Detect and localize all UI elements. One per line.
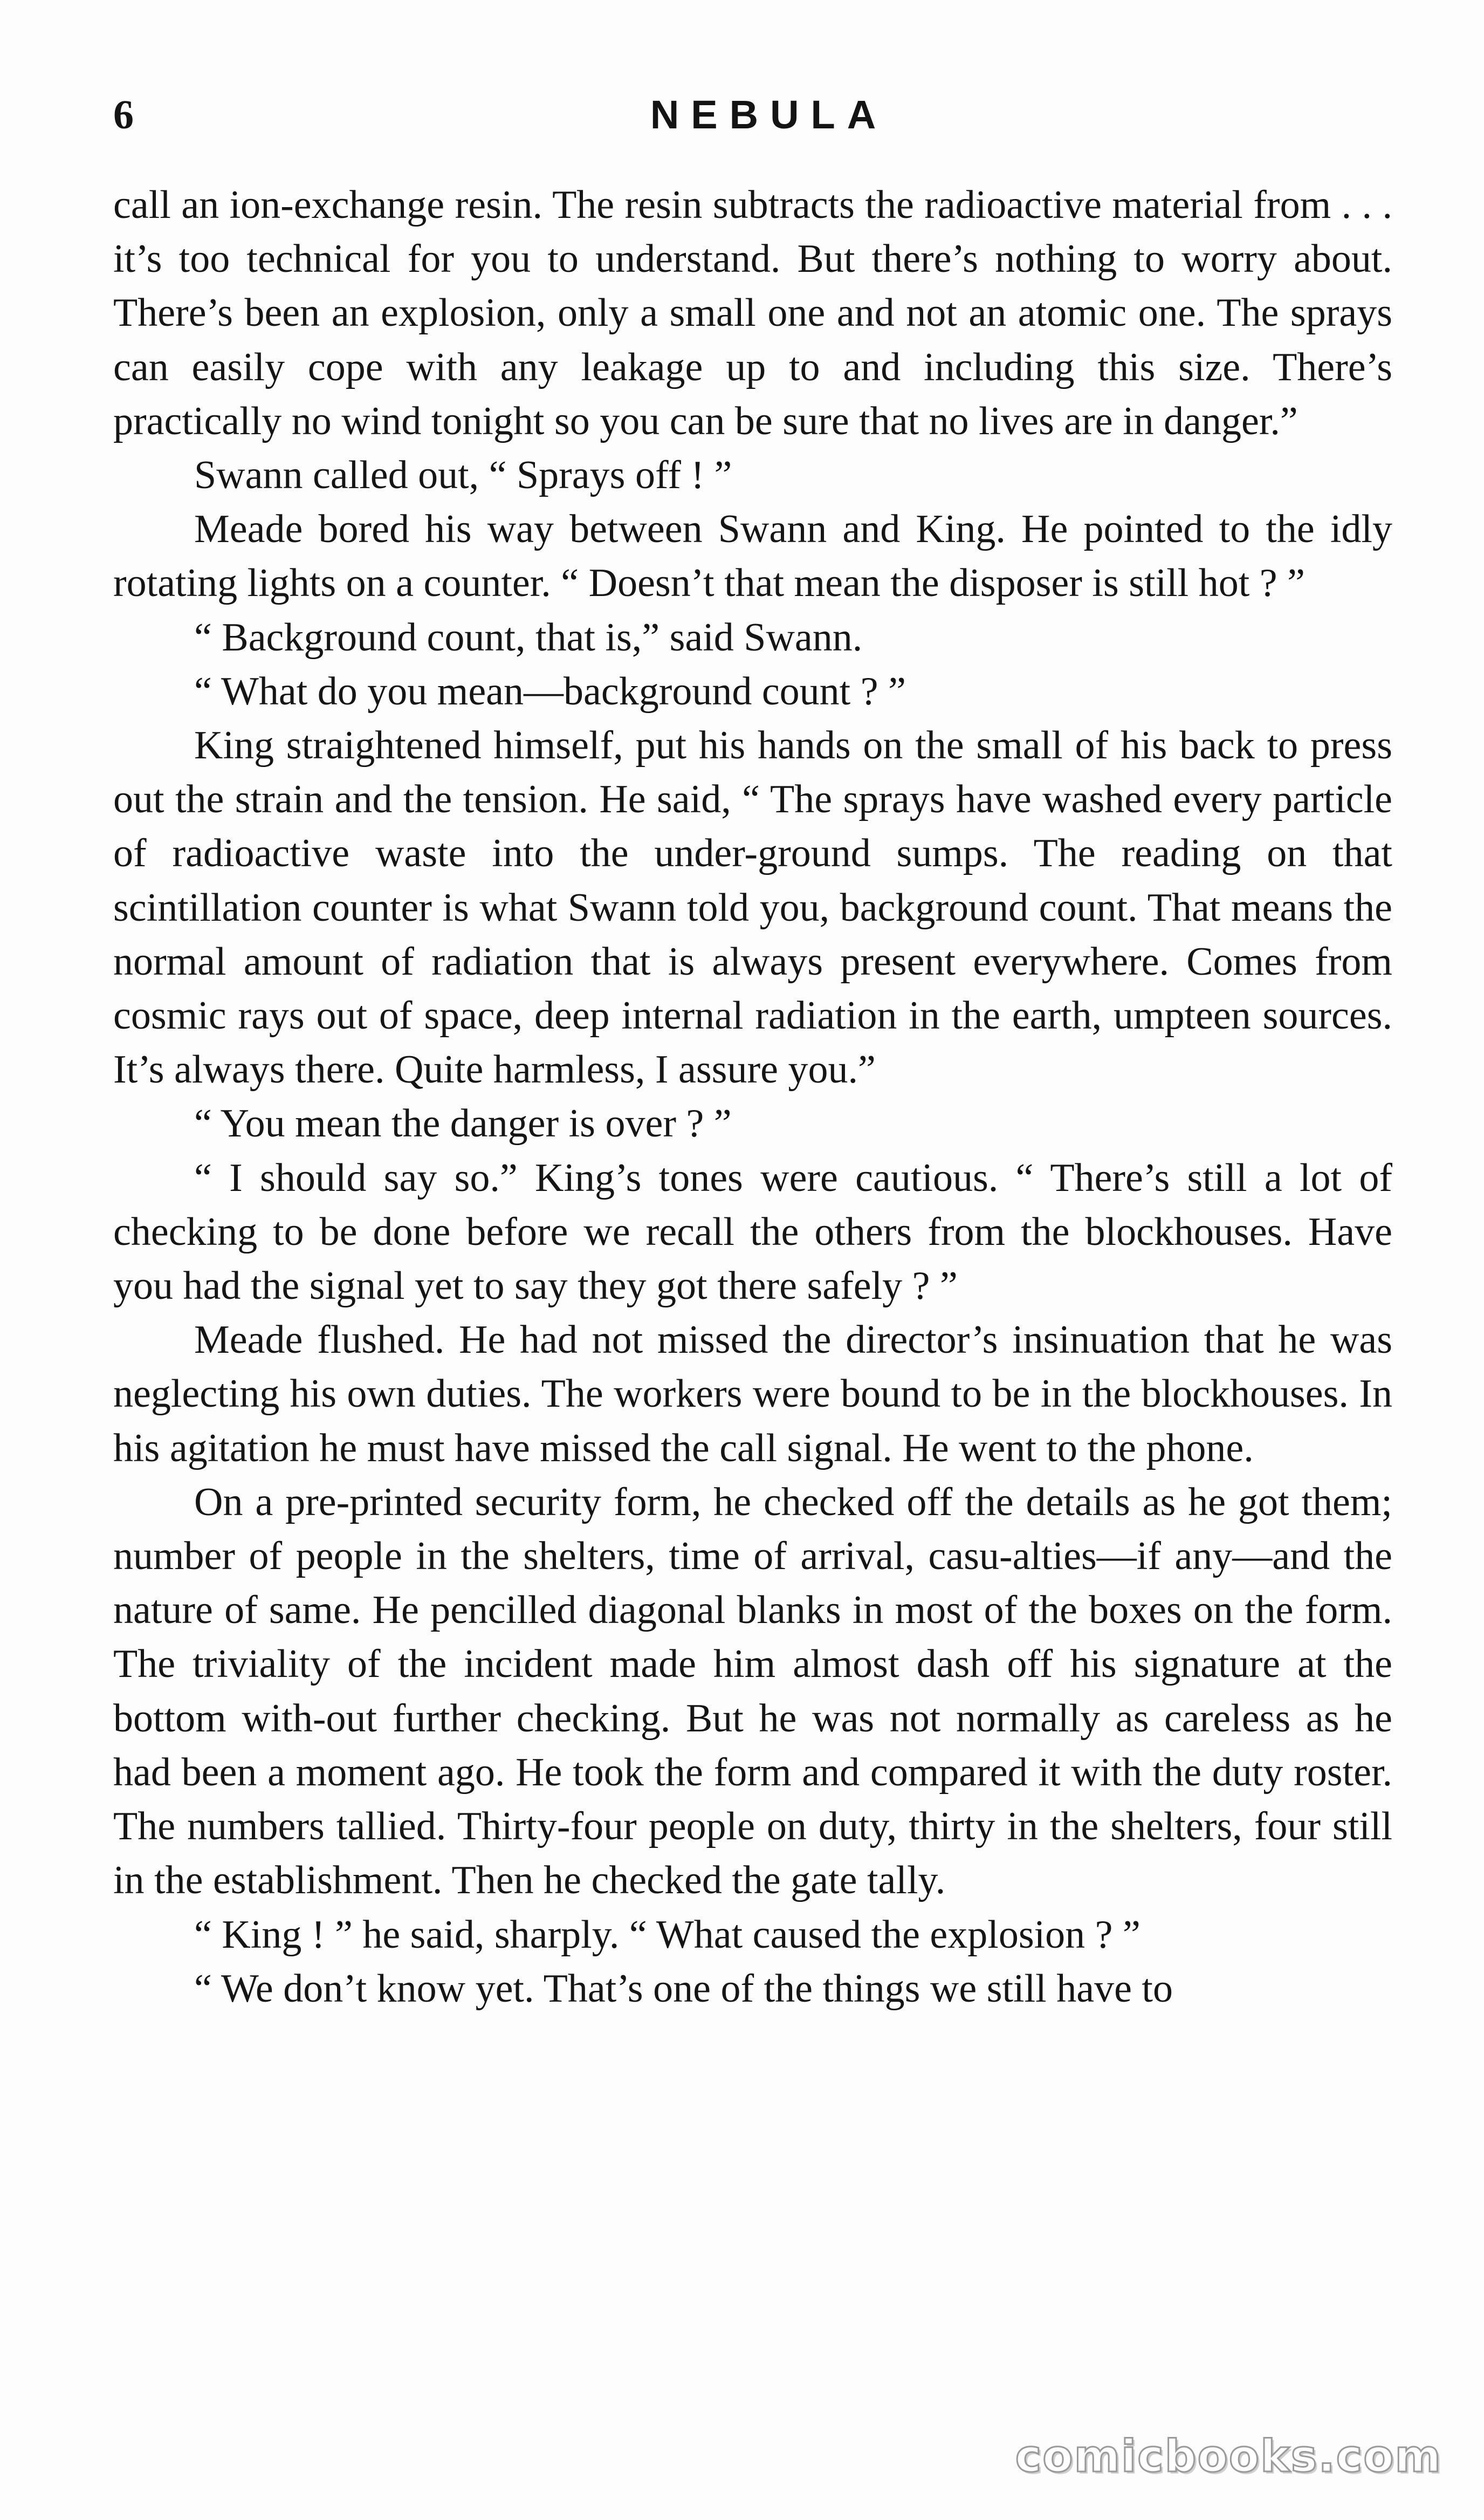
paragraph: Meade bored his way between Swann and King. He pointed to the idly rotating lights on a counter. “ Doesn’t that mean the disposer is still hot ? ” (113, 507, 1392, 606)
journal-title: NEBULA (650, 92, 888, 137)
watermark-logo: comicbooks.com (1015, 2431, 1442, 2482)
running-head (113, 81, 1392, 146)
paragraph: Meade flushed. He had not missed the director’s insinuation that he was neglecting his own duties. The workers were bound to be in the blockhouses. In his agitation he must have missed the call signal. He went to the phone. (113, 1318, 1392, 1470)
paragraph: “ Background count, that is,” said Swann. (194, 615, 863, 660)
paragraph: “ What do you mean—background count ? ” (194, 669, 906, 714)
paragraph: “ King ! ” he said, sharply. “ What caused the explosion ? ” (194, 1912, 1141, 1957)
paragraph: “ I should say so.” King’s tones were cautious. “ There’s still a lot of checking to be done before we recall the others from the blockhouses. Have you had the signal yet to say they got there safely ? ” (113, 1155, 1392, 1309)
paragraph: call an ion-exchange resin. The resin subtracts the radioactive material from . . . it’s too technical for you to understand. But there’s nothing to worry about. There’s been an explosion, only a small one and not an atomic one. The sprays can easily cope with any leakage up to and including this size. There’s practically no wind tonight so you can be sure that no lives are in danger.” (113, 183, 1392, 443)
paragraph: King straightened himself, put his hands on the small of his back to press out the strain and the tension. He said, “ The sprays have washed every particle of radioactive waste into the under-ground sumps. The reading on that scintillation counter is what Swann told you, background count. That means the normal amount of radiation that is always present everywhere. Comes from cosmic rays out of space, deep internal radiation in the earth, umpteen sources. It’s always there. Quite harmless, I assure you.” (113, 723, 1392, 1092)
paragraph: “ We don’t know yet. That’s one of the things we still have to (194, 1966, 1173, 2011)
story-text (113, 178, 1392, 2016)
paragraph: Swann called out, “ Sprays off ! ” (194, 453, 732, 498)
paragraph: “ You mean the danger is over ? ” (194, 1101, 732, 1146)
paragraph: On a pre-printed security form, he checked off the details as he got them; number of people in the shelters, time of arrival, casu-alties—if any—and the nature of same. He pencilled diagonal blanks in most of the boxes on the form. The triviality of the incident made him almost dash off his signature at the bottom with-out further checking. But he was not normally as careless as he had been a moment ago. He took the form and compared it with the duty roster. The numbers tallied. Thirty-four people on duty, thirty in the shelters, four still in the establishment. Then he checked the gate tally. (113, 1480, 1392, 1903)
page-number: 6 (113, 92, 134, 138)
